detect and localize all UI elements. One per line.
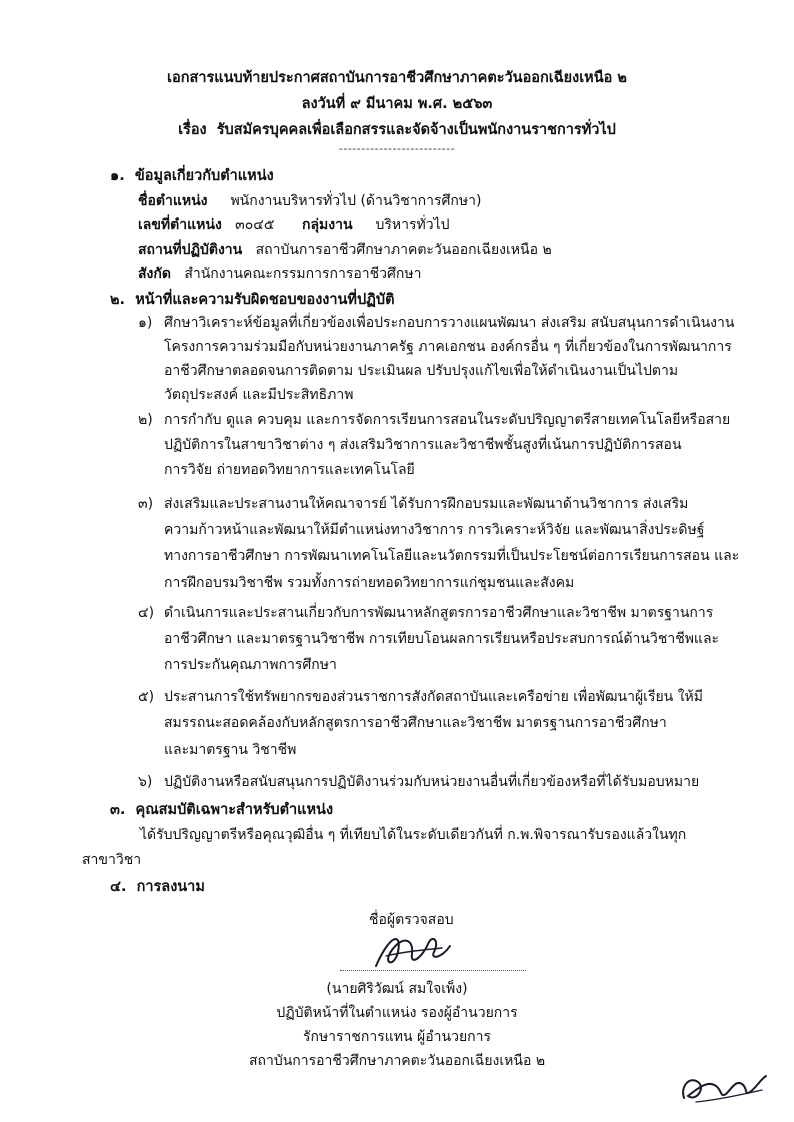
workplace-value: สถาบันการอาชีวศึกษาภาคตะวันออกเฉียงเหนือ ๒ bbox=[255, 242, 552, 258]
signer-name: (นายศิริวัฒน์ สมใจเพ็ง) bbox=[326, 981, 468, 997]
duty-item-line: ส่งเสริมและประสานงานให้คณาจารย์ ได้รับการฝึกอบรมและพัฒนาด้านวิชาการ ส่งเสริม bbox=[164, 496, 689, 512]
subject-text: รับสมัครบุคคลเพื่อเลือกสรรและจัดจ้างเป็นพนักงานราชการทั่วไป bbox=[216, 122, 616, 138]
checker-label: ชื่อผู้ตรวจสอบ bbox=[369, 912, 454, 928]
section1-heading bbox=[110, 164, 274, 187]
header-separator: -------------------------- bbox=[338, 142, 456, 155]
duty-item-line: วัตถุประสงค์ และมีประสิทธิภาพ bbox=[164, 387, 354, 403]
affiliation-label: สังกัด bbox=[138, 266, 171, 282]
duty-item-line: โครงการความร่วมมือกับหน่วยงานภาครัฐ ภาคเอกชน องค์กรอื่น ๆ ที่เกี่ยวข้องในการพัฒนาการ bbox=[164, 339, 732, 355]
duty-item-line: การฝึกอบรมวิชาชีพ รวมทั้งการถ่ายทอดวิทยาการแก่ชุมชนและสังคม bbox=[164, 575, 575, 591]
initials-mark bbox=[676, 1062, 772, 1108]
duty-item-number: ๔) bbox=[138, 605, 155, 621]
subject-label: เรื่อง bbox=[178, 122, 207, 138]
duty-item-line: ความก้าวหน้าและพัฒนาให้มีตำแหน่งทางวิชาการ การวิเคราะห์วิจัย และพัฒนาสิ่งประดิษฐ์ bbox=[164, 522, 705, 538]
signer-role1: ปฏิบัติหน้าที่ในตำแหน่ง รองผู้อำนวยการ bbox=[276, 1005, 518, 1021]
section1-number: ๑. bbox=[110, 168, 125, 184]
duty-item-line: สมรรถนะสอดคล้องกับหลักสูตรการอาชีวศึกษาและวิชาชีพ มาตรฐานการอาชีวศึกษา bbox=[164, 715, 667, 731]
duty-item-line: และมาตรฐาน วิชาชีพ bbox=[164, 742, 297, 758]
duty-item-number: ๑) bbox=[138, 315, 153, 331]
number-label: เลขที่ตำแหน่ง bbox=[138, 217, 222, 233]
section1-title: ข้อมูลเกี่ยวกับตำแหน่ง bbox=[134, 168, 274, 184]
duty-item-line: การวิจัย ถ่ายทอดวิทยาการและเทคโนโลยี bbox=[164, 462, 415, 478]
position-label: ชื่อตำแหน่ง bbox=[138, 193, 208, 209]
section4-heading bbox=[110, 875, 205, 898]
duty-item-line: ประสานการใช้ทรัพยากรของส่วนราชการสังกัดสถาบันและเครือข่าย เพื่อพัฒนาผู้เรียน ให้มี bbox=[164, 689, 703, 705]
duty-item-line: ปฏิบัติการในสาขาวิชาต่าง ๆ ส่งเสริมวิชาการและวิชาชีพชั้นสูงที่เน้นการปฏิบัติการสอน bbox=[164, 437, 682, 453]
section2-number: ๒. bbox=[110, 292, 126, 308]
workplace-row bbox=[138, 239, 552, 261]
doc-title-line1: เอกสารแนบท้ายประกาศสถาบันการอาชีวศึกษาภาคตะวันออกเฉียงเหนือ ๒ bbox=[167, 70, 627, 86]
group-label: กลุ่มงาน bbox=[302, 217, 353, 233]
duty-item-number: ๕) bbox=[138, 689, 155, 705]
section4-title: การลงนาม bbox=[136, 879, 205, 895]
handwritten-signature bbox=[372, 928, 456, 972]
section3-title: คุณสมบัติเฉพาะสำหรับตำแหน่ง bbox=[135, 802, 334, 818]
duty-item-number: ๖) bbox=[138, 774, 153, 790]
number-value: ๓๐๔๕ bbox=[235, 217, 275, 233]
section2-heading bbox=[110, 288, 395, 311]
group-row bbox=[302, 214, 450, 236]
group-value: บริหารทั่วไป bbox=[375, 217, 450, 233]
qualification-line1: ได้รับปริญญาตรีหรือคุณวุฒิอื่น ๆ ที่เทียบได้ในระดับเดียวกันที่ ก.พ.พิจารณารับรองแล้วในทุก bbox=[140, 827, 687, 843]
position-value: พนักงานบริหารทั่วไป (ด้านวิชาการศึกษา) bbox=[230, 193, 482, 209]
duty-item-line: ศึกษาวิเคราะห์ข้อมูลที่เกี่ยวข้องเพื่อประกอบการวางแผนพัฒนา ส่งเสริม สนับสนุนการดำเนินงาน bbox=[164, 315, 735, 331]
position-row bbox=[138, 190, 481, 212]
signer-institution: สถาบันการอาชีวศึกษาภาคตะวันออกเฉียงเหนือ ๒ bbox=[248, 1053, 546, 1069]
duty-item-number: ๒) bbox=[138, 412, 153, 428]
section2-title: หน้าที่และความรับผิดชอบของงานที่ปฏิบัติ bbox=[135, 292, 395, 308]
affiliation-value: สำนักงานคณะกรรมการการอาชีวศึกษา bbox=[184, 266, 422, 282]
duty-item-line: การประกันคุณภาพการศึกษา bbox=[164, 657, 337, 673]
doc-date: ลงวันที่ ๙ มีนาคม พ.ศ. ๒๕๖๓ bbox=[301, 96, 493, 112]
duty-item-line: ดำเนินการและประสานเกี่ยวกับการพัฒนาหลักสูตรการอาชีวศึกษาและวิชาชีพ มาตรฐานการ bbox=[164, 605, 714, 621]
duty-item-line: อาชีวศึกษาตลอดจนการติดตาม ประเมินผล ปรับปรุงแก้ไขเพื่อให้ดำเนินงานเป็นไปตาม bbox=[164, 363, 679, 379]
signer-role2: รักษาราชการแทน ผู้อำนวยการ bbox=[302, 1029, 492, 1045]
section3-heading bbox=[110, 798, 333, 821]
affiliation-row bbox=[138, 263, 421, 285]
duty-item-line: อาชีวศึกษา และมาตรฐานวิชาชีพ การเทียบโอนผลการเรียนหรือประสบการณ์ด้านวิชาชีพและ bbox=[164, 631, 720, 647]
duty-item-line: ทางการอาชีวศึกษา การพัฒนาเทคโนโลยีและนวัตกรรมที่เป็นประโยชน์ต่อการเรียนการสอน และ bbox=[164, 548, 740, 564]
qualification-line2: สาขาวิชา bbox=[82, 852, 142, 868]
duty-item-line: ปฏิบัติงานหรือสนับสนุนการปฏิบัติงานร่วมกับหน่วยงานอื่นที่เกี่ยวข้องหรือที่ได้รับมอบหมาย bbox=[164, 774, 700, 790]
duty-item-line: การกำกับ ดูแล ควบคุม และการจัดการเรียนการสอนในระดับปริญญาตรีสายเทคโนโลยีหรือสาย bbox=[164, 412, 731, 428]
signature-line bbox=[340, 970, 526, 971]
section3-number: ๓. bbox=[110, 802, 126, 818]
section4-number: ๔. bbox=[110, 879, 127, 895]
duty-item-number: ๓) bbox=[138, 496, 154, 512]
doc-subject bbox=[0, 118, 794, 141]
number-row bbox=[138, 214, 274, 236]
workplace-label: สถานที่ปฏิบัติงาน bbox=[138, 242, 243, 258]
